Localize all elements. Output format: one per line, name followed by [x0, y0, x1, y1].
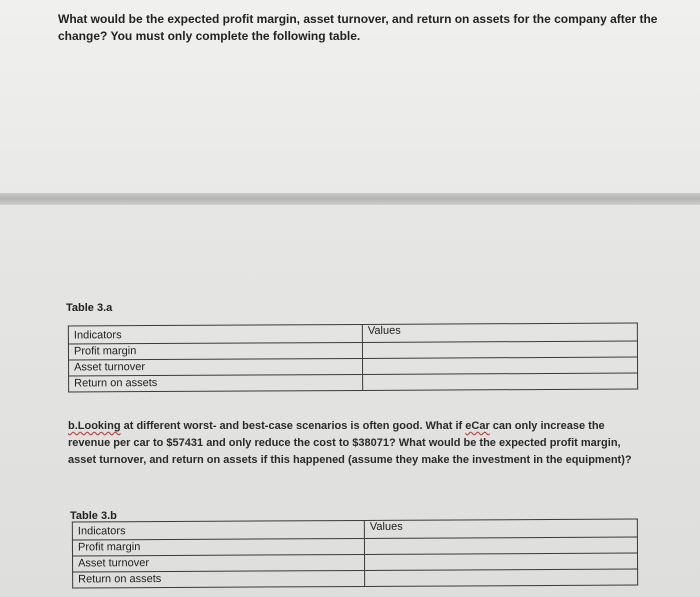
- paragraph-prefix: b.Looking: [68, 420, 121, 432]
- table-row: [69, 373, 638, 392]
- table-a-label-asset-turnover: Asset turnover: [69, 358, 363, 376]
- table-b-label-profit-margin: Profit margin: [72, 538, 364, 556]
- table-b-value-return-on-assets[interactable]: [365, 569, 638, 586]
- question-text: What would be the expected profit margin, asset turnover, and return on assets for the company after the change? You must only complete the following table.: [58, 12, 658, 43]
- table-a-label-profit-margin: Profit margin: [68, 342, 362, 360]
- paragraph-part-1: at different worst- and best-case scenarios is often good. What if: [120, 420, 466, 432]
- table-b-value-profit-margin[interactable]: [364, 537, 637, 554]
- scenario-paragraph: [68, 418, 648, 469]
- table-b-label-asset-turnover: Asset turnover: [73, 554, 365, 572]
- table-b: [72, 519, 638, 589]
- table-a-value-profit-margin[interactable]: [362, 341, 637, 358]
- table-a-values-header: Values: [362, 323, 637, 342]
- table-a-caption: Table 3.a: [66, 302, 113, 314]
- table-a-label-return-on-assets: Return on assets: [69, 374, 363, 392]
- table-a-value-return-on-assets[interactable]: [363, 373, 638, 390]
- table-b-label-return-on-assets: Return on assets: [73, 570, 365, 588]
- table-a: [68, 323, 638, 393]
- table-b-value-asset-turnover[interactable]: [365, 553, 638, 570]
- table-a-indicators-header: Indicators: [68, 324, 362, 344]
- table-b-indicators-header: Indicators: [72, 520, 364, 540]
- page-divider: [0, 193, 700, 205]
- paragraph-company: eCar: [465, 420, 490, 432]
- table-b-values-header: Values: [364, 519, 637, 538]
- table-row: [73, 569, 638, 588]
- paragraph-part-2: can only increase the revenue per car to $57431 and only reduce the cost to $38071? What would be the expected profit margin, asset turnover, and return on assets if this happened (assume they make the investment in the equipment)?: [68, 420, 632, 466]
- table-b-caption: Table 3.b: [70, 510, 117, 522]
- table-a-value-asset-turnover[interactable]: [363, 357, 638, 374]
